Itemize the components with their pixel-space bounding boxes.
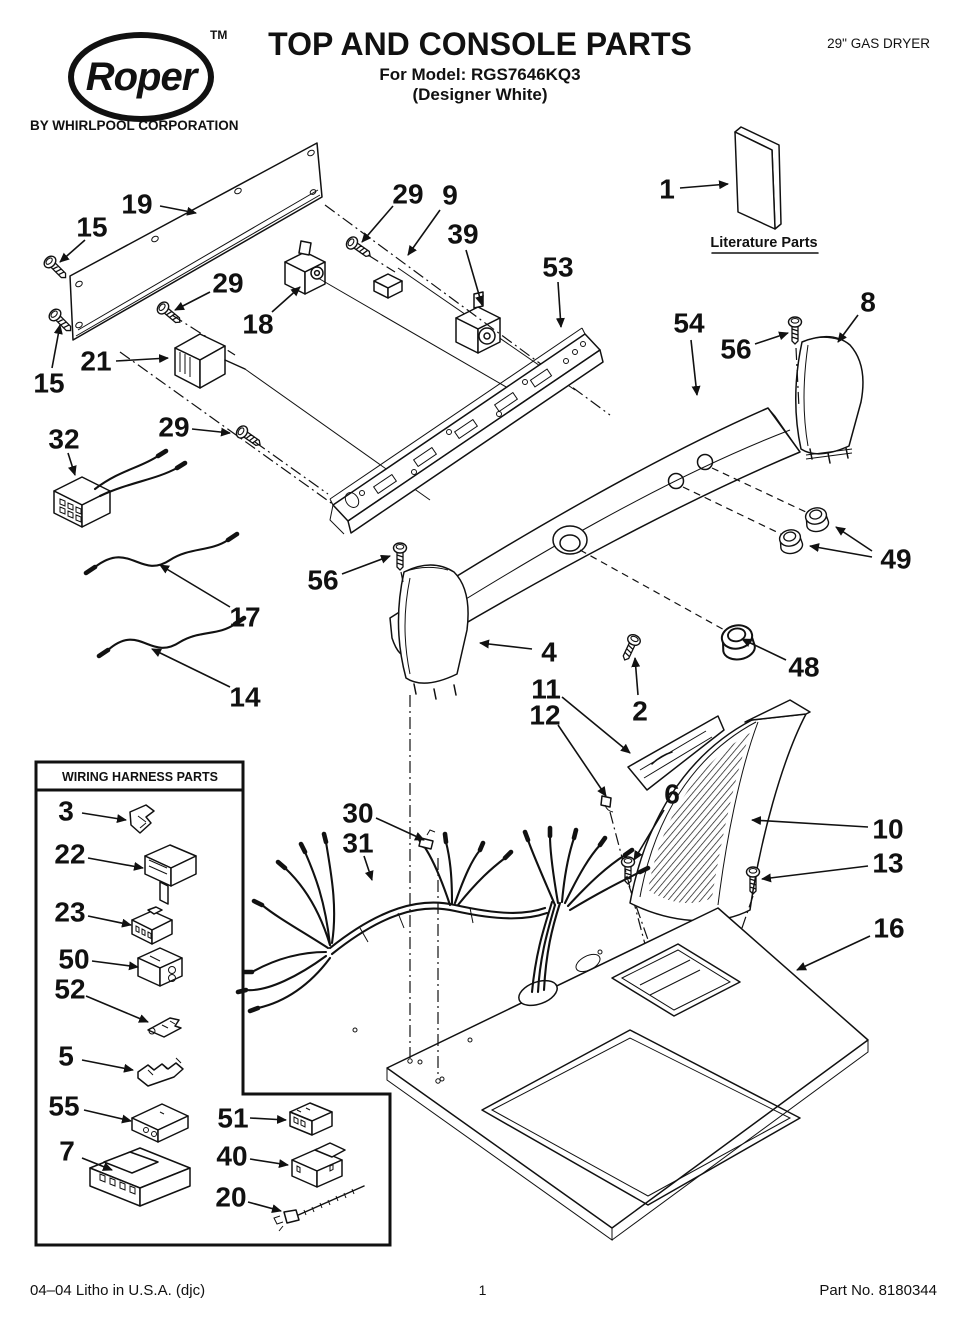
- part-22-terminal-block: [145, 845, 196, 904]
- part-callout-1: 1: [659, 173, 675, 205]
- callout-arrow-5: [82, 1060, 133, 1070]
- callout-arrow-50: [92, 961, 138, 967]
- part-callout-4: 4: [541, 636, 557, 668]
- callout-arrow-49: [836, 527, 872, 551]
- callout-arrow-51: [250, 1118, 286, 1120]
- page-title: TOP AND CONSOLE PARTS: [268, 26, 692, 62]
- callout-arrow-23: [88, 916, 131, 925]
- part-callout-2: 2: [632, 695, 648, 727]
- part-18-switch: [285, 241, 325, 294]
- part-49-knob: [778, 528, 804, 556]
- callout-arrow-55: [84, 1110, 131, 1121]
- callout-arrow-21: [116, 358, 168, 361]
- part-callout-29: 29: [392, 178, 424, 210]
- part-56-screw: [789, 317, 802, 344]
- callout-arrow-31: [364, 856, 372, 880]
- callout-arrow-2: [635, 658, 638, 695]
- callout-arrow-32: [68, 453, 75, 475]
- part-29-screw: [155, 300, 184, 327]
- part-39-buzzer: [456, 292, 500, 353]
- part-3-clip: [130, 805, 154, 833]
- callout-arrow-29: [175, 292, 210, 310]
- part-callout-17: 17: [229, 601, 261, 633]
- part-48-knob: [719, 623, 756, 662]
- part-callout-6: 6: [664, 778, 680, 810]
- part-14-jumper-wire: [99, 618, 244, 656]
- part-19-rear-panel: [70, 143, 322, 340]
- callout-arrow-29: [192, 429, 230, 433]
- callout-arrow-53: [558, 282, 561, 327]
- part-12-clip: [601, 796, 613, 812]
- part-callout-18: 18: [242, 308, 274, 340]
- callout-arrow-1: [680, 184, 728, 188]
- part-callout-14: 14: [229, 681, 261, 713]
- brand-name: Roper: [85, 54, 197, 99]
- callout-arrow-4: [480, 643, 532, 649]
- part-callout-8: 8: [860, 286, 876, 318]
- part-callout-51: 51: [217, 1102, 249, 1134]
- part-1-literature-booklet: [710, 127, 818, 253]
- wiring-harness-box: [36, 762, 390, 1245]
- callout-arrow-12: [558, 725, 606, 796]
- part-callout-53: 53: [542, 251, 574, 283]
- part-callout-10: 10: [872, 813, 904, 845]
- part-callout-15: 15: [33, 367, 65, 399]
- part-callout-3: 3: [58, 795, 74, 827]
- callout-arrow-8: [838, 315, 858, 342]
- part-callout-54: 54: [673, 307, 705, 339]
- part-callout-55: 55: [48, 1090, 80, 1122]
- part-52-terminal: [148, 1018, 181, 1037]
- literature-parts-label: Literature Parts: [710, 235, 818, 251]
- part-55-connector: [132, 1104, 188, 1142]
- part-callout-49: 49: [880, 543, 912, 575]
- finish-line: (Designer White): [412, 85, 548, 104]
- part-53-console-bracket: [330, 328, 603, 534]
- part-callout-56: 56: [307, 564, 339, 596]
- callout-arrow-13: [762, 866, 868, 879]
- callout-arrow-54: [691, 340, 697, 395]
- part-16-top-panel: [353, 908, 868, 1240]
- part-17-jumper-wire: [86, 534, 237, 573]
- part-9-spacer: [374, 274, 402, 298]
- part-23-connector: [132, 907, 172, 944]
- part-40-connector-block: [292, 1143, 345, 1187]
- part-21-timer: [175, 334, 245, 388]
- part-callout-29: 29: [158, 411, 190, 443]
- part-callout-40: 40: [216, 1140, 248, 1172]
- callout-arrow-14: [152, 649, 230, 687]
- callout-arrow-30: [376, 818, 424, 840]
- part-49-knob: [804, 506, 830, 534]
- part-callout-39: 39: [447, 218, 479, 250]
- part-8-console-endcap: [796, 337, 863, 463]
- callout-arrow-49: [810, 546, 872, 557]
- part-callout-13: 13: [872, 847, 904, 879]
- callout-arrow-52: [86, 996, 148, 1022]
- callout-arrow-3: [82, 813, 126, 820]
- callout-arrow-9: [408, 210, 440, 255]
- part-callout-52: 52: [54, 973, 86, 1005]
- part-callout-30: 30: [342, 797, 374, 829]
- wiring-harness-box-title: WIRING HARNESS PARTS: [61, 770, 219, 784]
- part-callout-20: 20: [215, 1181, 247, 1213]
- part-callout-19: 19: [121, 188, 153, 220]
- callout-arrow-40: [250, 1159, 288, 1165]
- product-type-label: 29" GAS DRYER: [827, 36, 930, 51]
- part-callout-31: 31: [342, 827, 374, 859]
- callout-arrow-19: [160, 206, 196, 213]
- callout-arrow-15: [60, 240, 85, 262]
- part-callout-50: 50: [58, 943, 90, 975]
- part-callout-48: 48: [788, 651, 820, 683]
- part-callout-56: 56: [720, 333, 752, 365]
- part-callout-22: 22: [54, 838, 86, 870]
- callout-arrow-18: [272, 287, 300, 312]
- part-callout-23: 23: [54, 896, 86, 928]
- callout-arrow-15: [52, 325, 60, 368]
- part-29-screw: [344, 235, 374, 261]
- part-2-screw: [619, 633, 642, 663]
- callout-arrow-56: [342, 556, 390, 574]
- part-15-screw: [42, 254, 70, 282]
- callout-arrow-29: [362, 206, 393, 242]
- part-callout-7: 7: [59, 1135, 75, 1167]
- trademark-symbol: TM: [210, 28, 228, 42]
- callout-arrow-16: [797, 936, 870, 970]
- part-5-terminal-bracket: [138, 1058, 183, 1086]
- part-callout-32: 32: [48, 423, 80, 455]
- model-line: For Model: RGS7646KQ3: [379, 65, 581, 84]
- callout-arrow-56: [755, 333, 788, 344]
- part-callout-5: 5: [58, 1040, 74, 1072]
- part-callout-16: 16: [873, 912, 905, 944]
- part-51-connector-block: [290, 1103, 332, 1135]
- part-29-screw: [234, 424, 264, 450]
- part-callout-12: 12: [529, 699, 561, 731]
- callout-arrow-20: [248, 1202, 281, 1211]
- part-callout-15: 15: [76, 211, 108, 243]
- callout-arrow-22: [88, 858, 143, 868]
- part-50-connector: [138, 948, 182, 986]
- litho-note: 04–04 Litho in U.S.A. (djc): [30, 1282, 206, 1299]
- part-callout-9: 9: [442, 179, 458, 211]
- part-4-console-endcap: [398, 565, 468, 699]
- part-number: Part No. 8180344: [819, 1282, 937, 1299]
- part-56-screw: [394, 543, 407, 570]
- callout-arrow-10: [752, 820, 868, 827]
- part-callout-21: 21: [80, 345, 112, 377]
- part-20-cable-tie: [274, 1186, 364, 1231]
- part-7-connector: [90, 1148, 190, 1206]
- page-number: 1: [478, 1282, 487, 1298]
- part-callout-11: 11: [531, 673, 561, 705]
- logo-byline: BY WHIRLPOOL CORPORATION: [30, 118, 239, 133]
- part-callout-29: 29: [212, 267, 244, 299]
- callout-arrow-17: [160, 565, 230, 607]
